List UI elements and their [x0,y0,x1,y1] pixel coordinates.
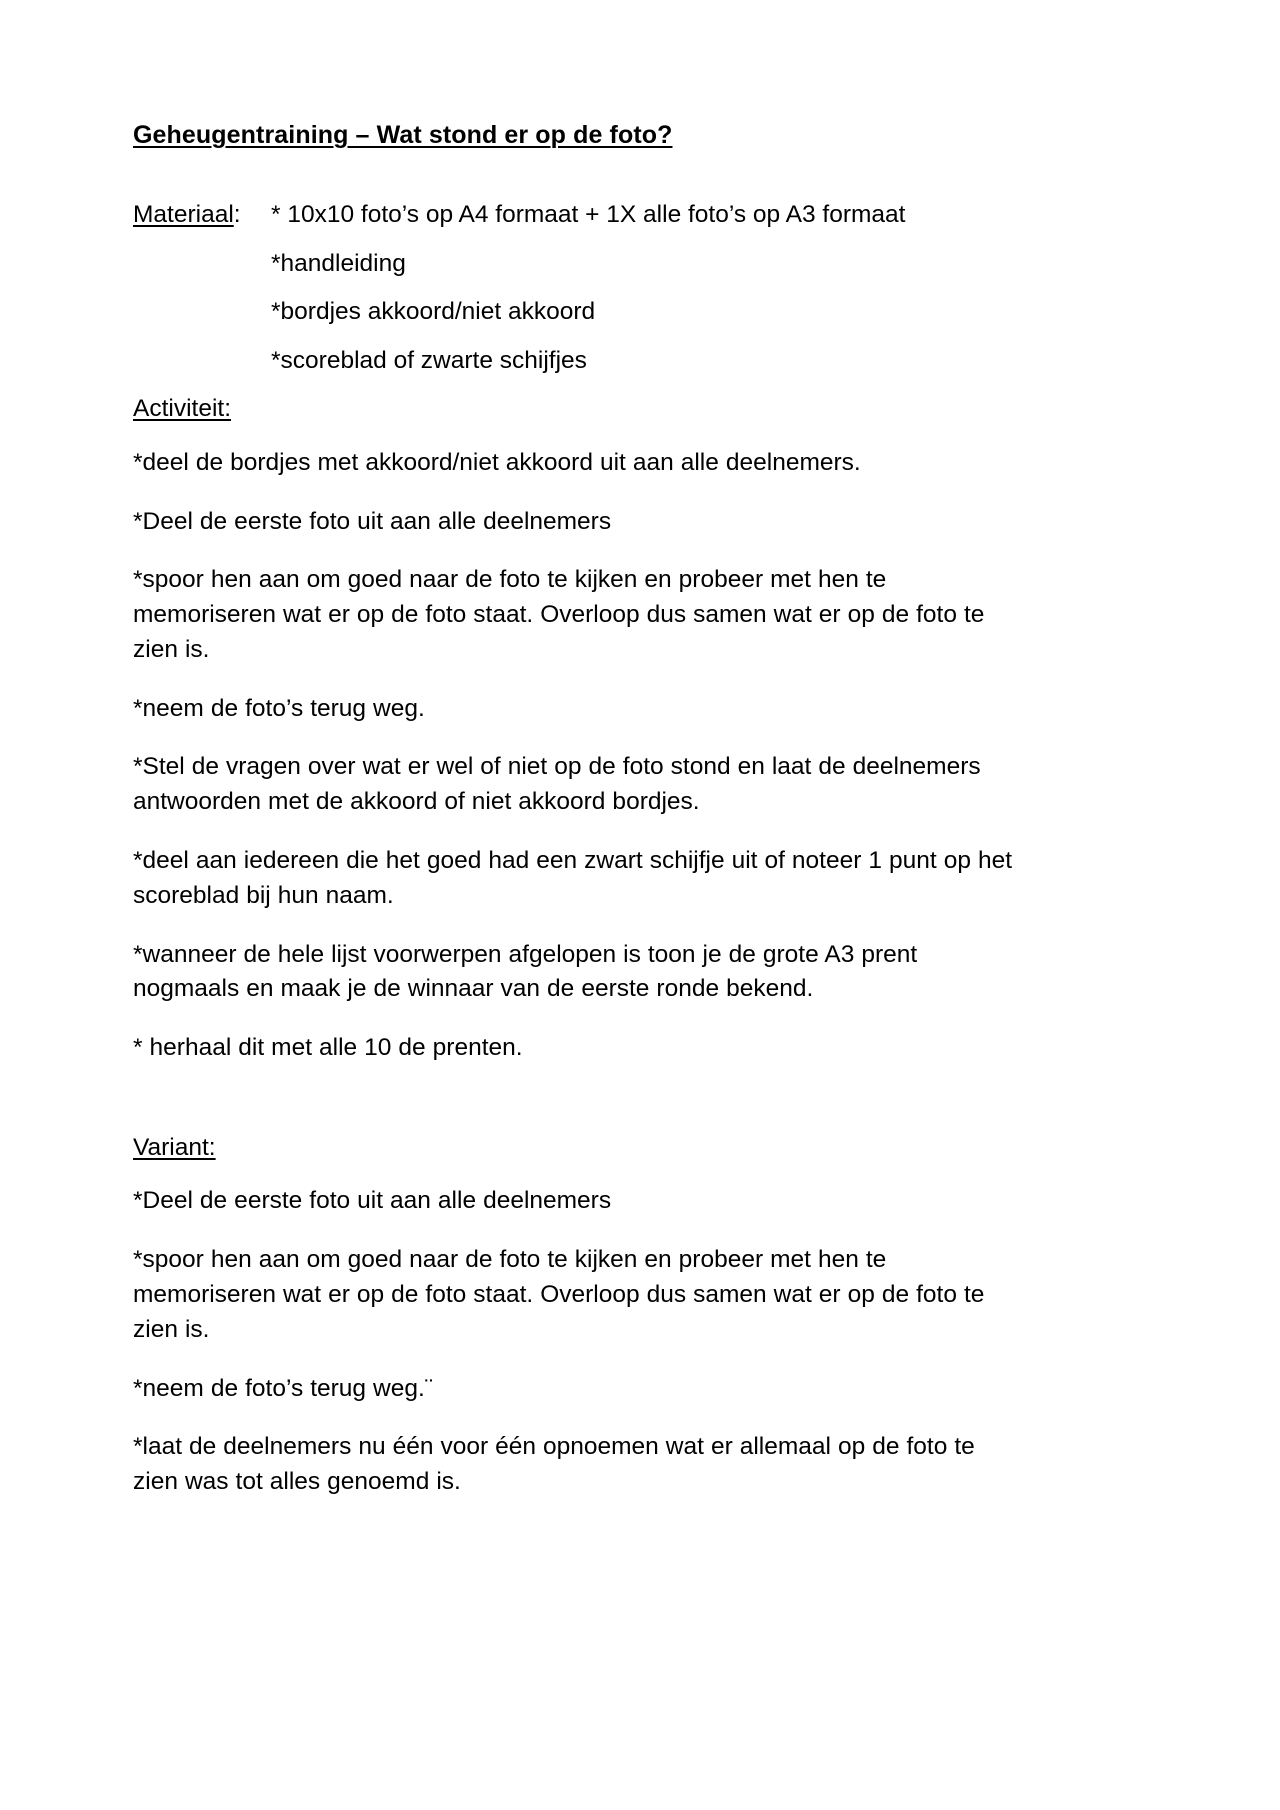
materiaal-row-0 [133,203,1140,228]
activiteit-paragraph-1: *Deel de eerste foto uit aan alle deelnemers [133,507,612,535]
page-title-underlined-text: Geheugentraining – Wat stond er op de foto? [133,121,673,149]
materiaal-row-3 [133,346,1140,374]
variant-heading [133,1133,1140,1161]
title-spacer [133,151,1140,203]
variant-spacer [133,1090,1140,1136]
activiteit-paragraph-6: *wanneer de hele lijst voorwerpen afgelopen is toon je de grote A3 prent nogmaals en maak je de winnaar van de eerste ronde bekend. [133,940,918,1003]
materiaal-label [133,203,271,228]
materiaal-label-colon: : [233,201,241,229]
materiaal-item-0: * 10x10 foto’s op A4 formaat + 1X alle foto’s op A3 formaat [271,201,906,229]
materiaal-item-3: *scoreblad of zwarte schijfjes [271,346,587,374]
activiteit-heading [133,397,1140,422]
variant-paragraph-2: *neem de foto’s terug weg.¨ [133,1374,433,1402]
materiaal-label-text: Materiaal [133,201,234,229]
activiteit-paragraph-2: *spoor hen aan om goed naar de foto te kijken en probeer met hen te memoriseren wat er op de foto staat. Overloop dus samen wat er op de foto te zien is. [133,566,985,663]
variant-heading-text: Variant: [133,1133,216,1161]
variant-paragraph-1: *spoor hen aan om goed naar de foto te kijken en probeer met hen te memoriseren wat er op de foto staat. Overloop dus samen wat er op de foto te zien is. [133,1246,985,1343]
materiaal-section [133,203,1140,373]
variant-paragraph-0: *Deel de eerste foto uit aan alle deelnemers [133,1187,612,1215]
materiaal-row-1 [133,249,1140,277]
materiaal-item-2: *bordjes akkoord/niet akkoord [271,298,596,326]
activiteit-paragraph-7: * herhaal dit met alle 10 de prenten. [133,1034,523,1062]
variant-paragraph-3: *laat de deelnemers nu één voor één opnoemen wat er allemaal op de foto te zien was tot alles genoemd is. [133,1433,975,1496]
activiteit-heading-text: Activiteit: [133,395,232,423]
activiteit-paragraph-3: *neem de foto’s terug weg. [133,694,425,722]
activiteit-paragraph-0: *deel de bordjes met akkoord/niet akkoord uit aan alle deelnemers. [133,448,861,476]
page-title [133,120,1140,151]
activiteit-paragraph-4: *Stel de vragen over wat er wel of niet op de foto stond en laat de deelnemers antwoorden met de akkoord of niet akkoord bordjes. [133,753,981,816]
materiaal-item-1: *handleiding [271,249,406,277]
materiaal-row-2 [133,300,1140,325]
activiteit-paragraph-5: *deel aan iedereen die het goed had een zwart schijfje uit of noteer 1 punt op het scoreblad bij hun naam. [133,847,1013,909]
